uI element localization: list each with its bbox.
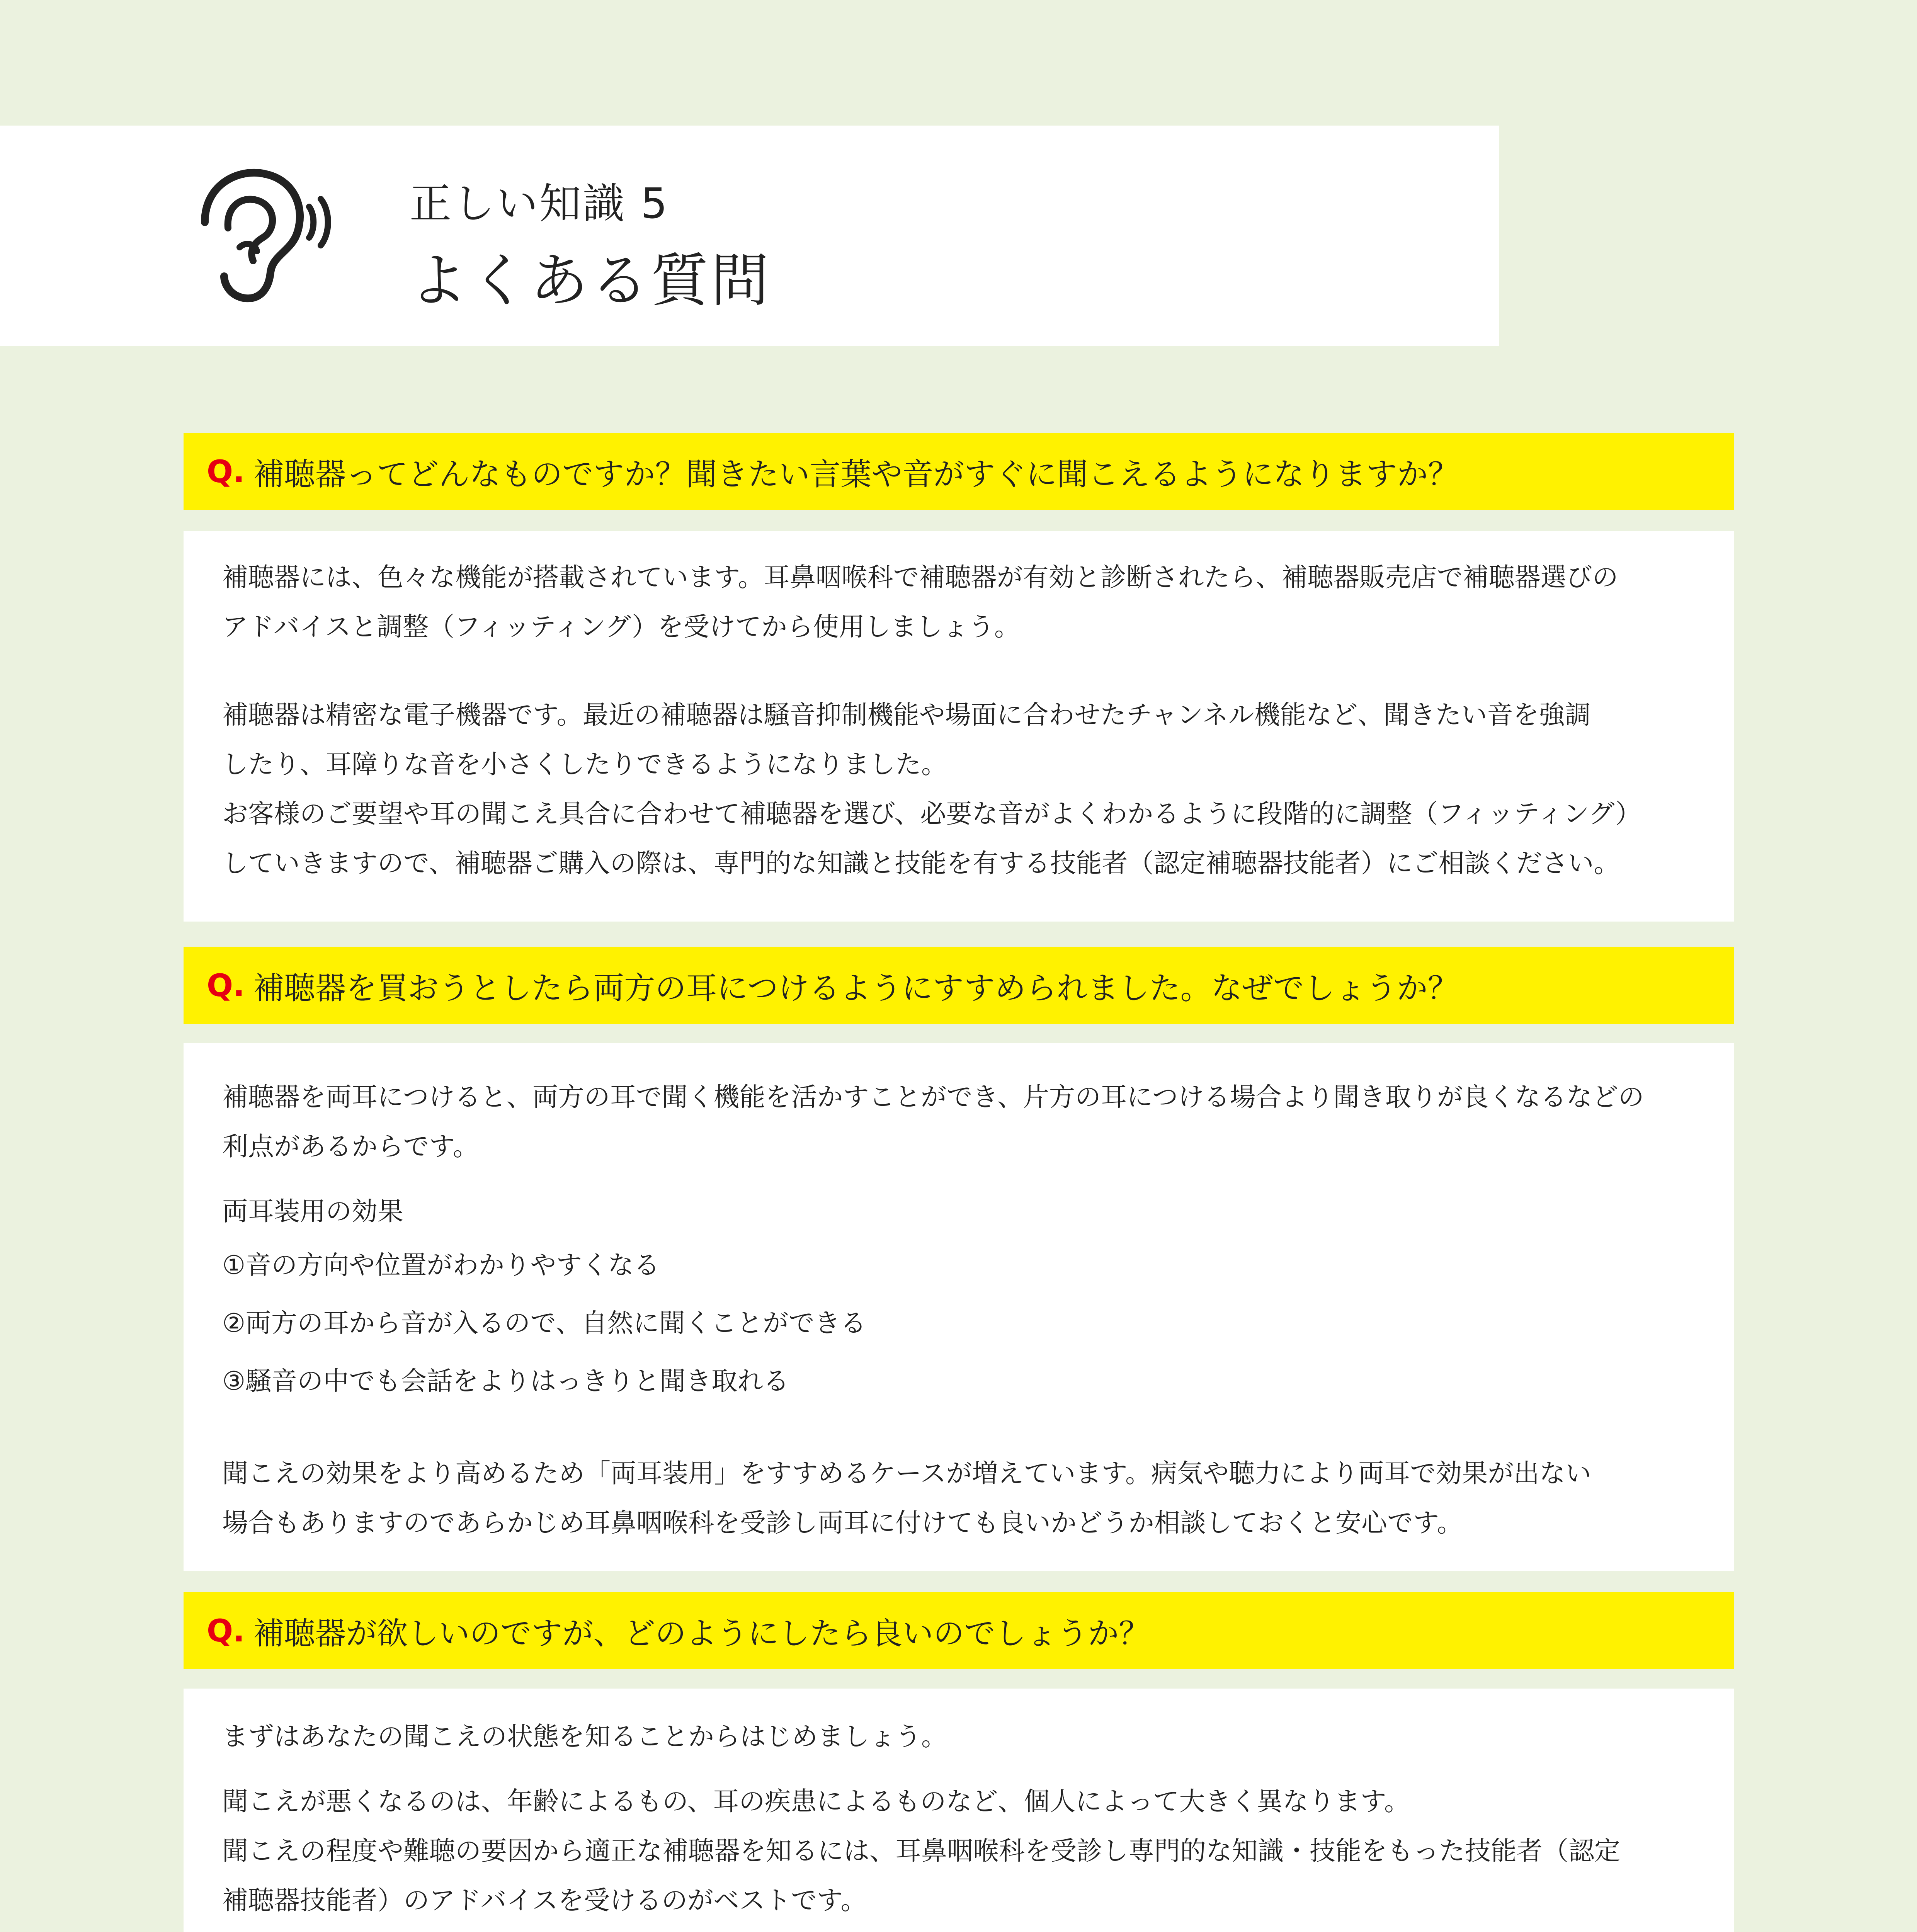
effect-list — [222, 1236, 1696, 1410]
question-text: 補聴器を買おうとしたら両方の耳につけるようにすすめられました。なぜでしょうか？ — [253, 970, 1459, 1006]
answer-box — [184, 1689, 1734, 1932]
answer-line: 聞こえが悪くなるのは、年齢によるもの、耳の疾患によるものなど、個人によって大きく異なります。 — [222, 1786, 1410, 1816]
q-mark: Q. — [207, 1612, 245, 1649]
answer-line: 補聴器技能者）のアドバイスを受けるのがベストです。 — [222, 1885, 867, 1915]
page-title: よくある質問 — [410, 247, 772, 315]
answer-line: アドバイスと調整（フィッティング）を受けてから使用しましょう。 — [222, 612, 1020, 642]
answer-heading: 両耳装用の効果 — [222, 1196, 403, 1226]
answer-line: 補聴器には、色々な機能が搭載されています。耳鼻咽喉科で補聴器が有効と診断されたら、補聴器販売店で補聴器選びの — [222, 562, 1618, 592]
answer-line: 補聴器は精密な電子機器です。最近の補聴器は騒音抑制機能や場面に合わせたチャンネル機能など、聞きたい音を強調 — [222, 700, 1591, 730]
question-text: 補聴器が欲しいのですが、どのようにしたら良いのでしょうか？ — [253, 1615, 1150, 1651]
list-item: ③騒音の中でも会話をよりはっきりと聞き取れる — [222, 1366, 789, 1396]
question-bar — [184, 947, 1734, 1024]
answer-line: 利点があるからです。 — [222, 1131, 479, 1162]
answer-line: したり、耳障りな音を小さくしたりできるようになりました。 — [222, 749, 947, 779]
answer-line: お客様のご要望や耳の聞こえ具合に合わせて補聴器を選び、必要な音がよくわかるように段階的に調整（フィッティング） — [222, 799, 1641, 829]
answer-line: まずはあなたの聞こえの状態を知ることからはじめましょう。 — [222, 1721, 947, 1752]
list-item: ①音の方向や位置がわかりやすくなる — [222, 1250, 660, 1280]
answer-line: 補聴器を両耳につけると、両方の耳で聞く機能を活かすことができ、片方の耳につける場合より聞き取りが良くなるなどの — [222, 1082, 1644, 1112]
ear-icon — [182, 164, 336, 307]
q-mark: Q. — [207, 967, 245, 1003]
answer-line: 聞こえの効果をより高めるため「両耳装用」をすすめるケースが増えています。病気や聴力により両耳で効果が出ない — [222, 1458, 1591, 1488]
answer-line: していきますので、補聴器ご購入の際は、専門的な知識と技能を有する技能者（認定補聴器技能者）にご相談ください。 — [222, 848, 1620, 878]
list-item: ②両方の耳から音が入るので、自然に聞くことができる — [222, 1308, 866, 1338]
answer-line: 聞こえの程度や難聴の要因から適正な補聴器を知るには、耳鼻咽喉科を受診し専門的な知識・技能をもった技能者（認定 — [222, 1836, 1620, 1866]
answer-box — [184, 531, 1734, 922]
question-text: 補聴器ってどんなものですか？聞きたい言葉や音がすぐに聞こえるようになりますか？ — [253, 456, 1459, 492]
question-bar — [184, 433, 1734, 510]
q-mark: Q. — [207, 453, 245, 490]
question-bar — [184, 1592, 1734, 1669]
answer-box — [184, 1043, 1734, 1571]
section-subtitle: 正しい知識 5 — [410, 180, 669, 228]
answer-line: 場合もありますのであらかじめ耳鼻咽喉科を受診し両耳に付けても良いかどうか相談しておくと安心です。 — [222, 1508, 1463, 1538]
page-header — [0, 126, 1499, 346]
